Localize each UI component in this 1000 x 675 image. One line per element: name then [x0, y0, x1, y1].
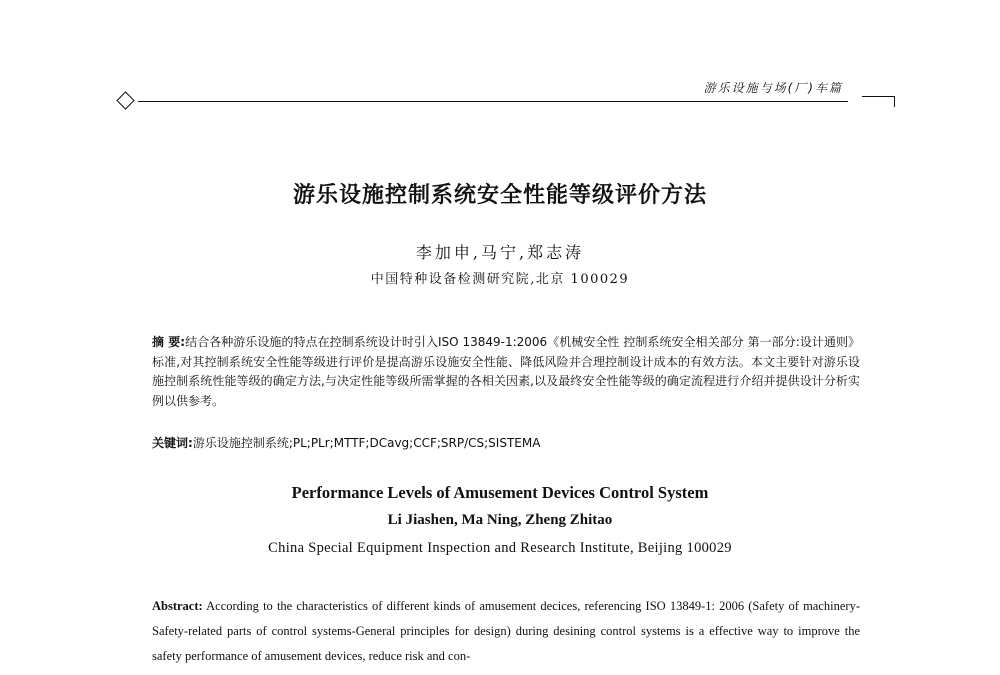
- abstract-en-text: According to the characteristics of different kinds of amusement decices, referencing ISO 13849-1: 2006 (Safety of machinery-Safety-related parts of control systems-General principles for design) during desining control systems is a effective way to improve the safety performance of amusement devices, reduce risk and con-: [152, 599, 860, 663]
- header-rule: [138, 101, 848, 102]
- diamond-ornament-icon: [116, 91, 134, 109]
- abstract-cn: [152, 333, 860, 411]
- header-corner-mark: [862, 96, 895, 107]
- keywords-cn: [152, 434, 860, 451]
- affiliation-en: China Special Equipment Inspection and Research Institute, Beijing 100029: [268, 540, 732, 556]
- paper-title-en: Performance Levels of Amusement Devices Control System: [291, 483, 709, 502]
- abstract-cn-label: 摘 要:: [152, 335, 186, 349]
- authors-cn: 李加申,马宁,郑志涛: [415, 243, 585, 262]
- affiliation-cn: 中国特种设备检测研究院,北京 100029: [370, 272, 630, 287]
- abstract-en: [152, 594, 860, 669]
- keywords-cn-label: 关键词:: [152, 436, 193, 450]
- abstract-cn-text: 结合各种游乐设施的特点在控制系统设计时引入ISO 13849-1:2006《机械安全性 控制系统安全相关部分 第一部分:设计通则》标准,对其控制系统安全性能等级进行评价是提高游乐设施安全性能、降低风险并合理控制设计成本的有效方法。本文主要针对游乐设施控制系统性能等级的确定方法,与决定性能等级所需掌握的各相关因素,以及最终安全性能等级的确定流程进行介绍并提供设计分析实例以供参考。: [152, 335, 860, 408]
- keywords-cn-text: 游乐设施控制系统;PL;PLr;MTTF;DCavg;CCF;SRP/CS;SISTEMA: [192, 436, 541, 450]
- authors-en: Li Jiashen, Ma Ning, Zheng Zhitao: [387, 512, 613, 528]
- abstract-en-label: Abstract:: [152, 599, 203, 613]
- paper-title-cn: 游乐设施控制系统安全性能等级评价方法: [292, 183, 707, 208]
- section-label: 游乐设施与场(厂)车篇: [703, 81, 843, 95]
